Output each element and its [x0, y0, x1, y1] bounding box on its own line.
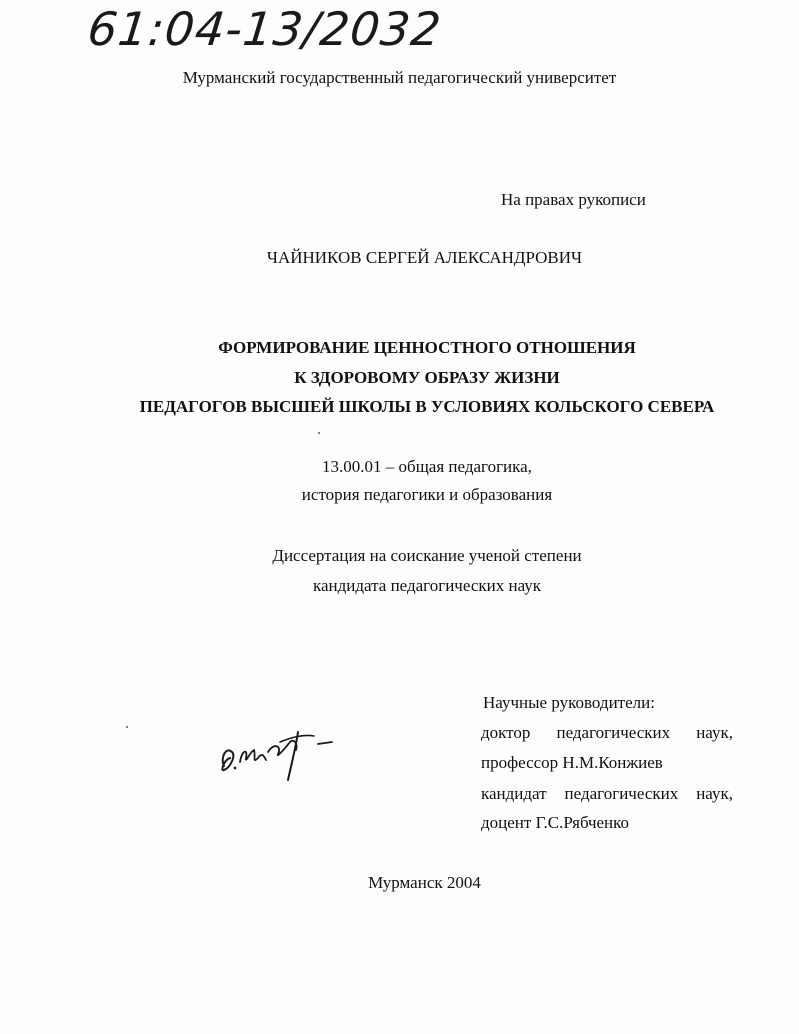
author-name: ЧАЙНИКОВ СЕРГЕЙ АЛЕКСАНДРОВИЧ — [266, 248, 583, 267]
city-and-year: Мурманск 2004 — [368, 873, 481, 892]
manuscript-rights-note: На правах рукописи — [501, 190, 646, 209]
thesis-title-line: ПЕДАГОГОВ ВЫСШЕЙ ШКОЛЫ В УСЛОВИЯХ КОЛЬСКОГО СЕВЕРА — [139, 397, 715, 416]
signature-icon — [218, 722, 338, 784]
supervisor-line: кандидат педагогических наук, — [481, 784, 733, 803]
degree-line: Диссертация на соискание ученой степени — [272, 546, 582, 565]
specialty-line: история педагогики и образования — [301, 485, 553, 504]
supervisor-line: доцент Г.С.Рябченко — [481, 813, 630, 832]
supervisor-line: доктор педагогических наук, — [481, 723, 733, 742]
degree-line: кандидата педагогических наук — [312, 576, 542, 595]
scan-speck — [126, 726, 128, 728]
university-name: Мурманский государственный педагогический университет — [182, 68, 617, 87]
supervisor-line: профессор Н.М.Конжиев — [481, 753, 663, 772]
thesis-title-line: К ЗДОРОВОМУ ОБРАЗУ ЖИЗНИ — [294, 368, 560, 387]
specialty-line: 13.00.01 – общая педагогика, — [322, 457, 532, 476]
scan-speck — [318, 432, 320, 434]
supervisors-heading: Научные руководители: — [483, 693, 655, 712]
thesis-title-line: ФОРМИРОВАНИЕ ЦЕННОСТНОГО ОТНОШЕНИЯ — [218, 338, 636, 357]
archive-stamp-number: 61:04-13/2032 — [85, 2, 445, 56]
